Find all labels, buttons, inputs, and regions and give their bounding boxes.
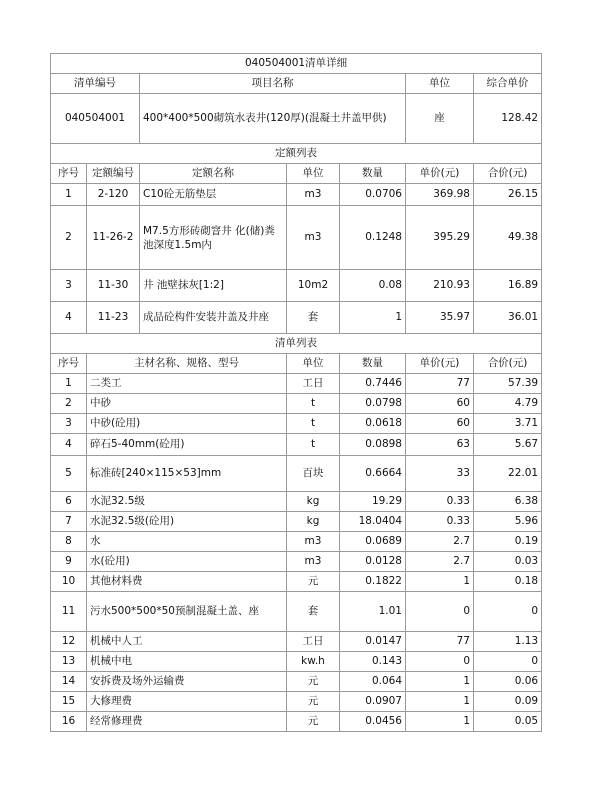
material-row bbox=[51, 394, 542, 414]
quota-total: 36.01 bbox=[474, 302, 542, 334]
material-row bbox=[51, 456, 542, 492]
material-name: 安拆费及场外运输费 bbox=[87, 672, 287, 692]
material-qty: 0.143 bbox=[340, 652, 406, 672]
material-seq: 9 bbox=[51, 552, 87, 572]
material-name: 水(砼用) bbox=[87, 552, 287, 572]
quota-seq-header: 序号 bbox=[51, 164, 87, 184]
quota-price: 395.29 bbox=[406, 206, 474, 270]
material-unit: m3 bbox=[287, 532, 340, 552]
material-price: 0.33 bbox=[406, 492, 474, 512]
quota-unit-header: 单位 bbox=[287, 164, 340, 184]
material-name: 二类工 bbox=[87, 374, 287, 394]
material-price: 60 bbox=[406, 394, 474, 414]
material-total: 0.06 bbox=[474, 672, 542, 692]
material-qty: 18.0404 bbox=[340, 512, 406, 532]
quota-unit: m3 bbox=[287, 206, 340, 270]
quota-header-row bbox=[51, 164, 542, 184]
material-name: 标准砖[240×115×53]mm bbox=[87, 456, 287, 492]
quota-row bbox=[51, 206, 542, 270]
material-row bbox=[51, 652, 542, 672]
bill-row bbox=[51, 94, 542, 144]
material-qty: 0.0898 bbox=[340, 434, 406, 456]
material-unit: t bbox=[287, 394, 340, 414]
material-total: 0.19 bbox=[474, 532, 542, 552]
material-price: 63 bbox=[406, 434, 474, 456]
quota-unit: 10m2 bbox=[287, 270, 340, 302]
material-qty: 1.01 bbox=[340, 592, 406, 632]
material-qty: 0.0147 bbox=[340, 632, 406, 652]
material-seq: 13 bbox=[51, 652, 87, 672]
material-row bbox=[51, 414, 542, 434]
bill-header-row bbox=[51, 74, 542, 94]
material-qty-header: 数量 bbox=[340, 354, 406, 374]
quota-seq: 1 bbox=[51, 184, 87, 206]
material-name: 经常修理费 bbox=[87, 712, 287, 732]
material-header-row bbox=[51, 354, 542, 374]
material-qty: 19.29 bbox=[340, 492, 406, 512]
quota-qty: 1 bbox=[340, 302, 406, 334]
material-row bbox=[51, 572, 542, 592]
material-qty: 0.0798 bbox=[340, 394, 406, 414]
quota-code: 11-26-2 bbox=[87, 206, 140, 270]
quota-name: 井 池壁抹灰[1:2] bbox=[140, 270, 287, 302]
material-qty: 0.7446 bbox=[340, 374, 406, 394]
material-unit: 元 bbox=[287, 712, 340, 732]
material-qty: 0.6664 bbox=[340, 456, 406, 492]
material-unit: 套 bbox=[287, 592, 340, 632]
material-name: 污水500*500*50预制混凝土盖、座 bbox=[87, 592, 287, 632]
bill-name: 400*400*500砌筑水表井(120厚)(混凝土井盖甲供) bbox=[140, 94, 406, 144]
quota-total: 16.89 bbox=[474, 270, 542, 302]
material-unit: kw.h bbox=[287, 652, 340, 672]
quota-qty: 0.0706 bbox=[340, 184, 406, 206]
material-total: 3.71 bbox=[474, 414, 542, 434]
quota-qty: 0.1248 bbox=[340, 206, 406, 270]
material-seq: 4 bbox=[51, 434, 87, 456]
quota-code: 11-30 bbox=[87, 270, 140, 302]
material-total: 5.96 bbox=[474, 512, 542, 532]
bill-name-header: 项目名称 bbox=[140, 74, 406, 94]
material-price: 1 bbox=[406, 692, 474, 712]
material-total: 0.03 bbox=[474, 552, 542, 572]
material-unit: 工日 bbox=[287, 632, 340, 652]
material-seq: 3 bbox=[51, 414, 87, 434]
quota-name: M7.5方形砖砌窨井 化(储)粪池深度1.5m内 bbox=[140, 206, 287, 270]
material-row bbox=[51, 552, 542, 572]
material-price: 60 bbox=[406, 414, 474, 434]
material-total: 6.38 bbox=[474, 492, 542, 512]
material-row bbox=[51, 532, 542, 552]
quota-seq: 2 bbox=[51, 206, 87, 270]
quota-unit: m3 bbox=[287, 184, 340, 206]
material-name: 机械中电 bbox=[87, 652, 287, 672]
material-price: 1 bbox=[406, 672, 474, 692]
quota-seq: 4 bbox=[51, 302, 87, 334]
quota-qty-header: 数量 bbox=[340, 164, 406, 184]
material-unit: 百块 bbox=[287, 456, 340, 492]
material-name: 水 bbox=[87, 532, 287, 552]
material-seq: 10 bbox=[51, 572, 87, 592]
quota-section-title: 定额列表 bbox=[51, 144, 542, 164]
quota-code: 11-23 bbox=[87, 302, 140, 334]
material-seq: 6 bbox=[51, 492, 87, 512]
quota-name: C10砼无筋垫层 bbox=[140, 184, 287, 206]
material-unit: 元 bbox=[287, 692, 340, 712]
quota-name-header: 定额名称 bbox=[140, 164, 287, 184]
material-total: 1.13 bbox=[474, 632, 542, 652]
material-row bbox=[51, 492, 542, 512]
bill-code: 040504001 bbox=[51, 94, 140, 144]
material-seq: 15 bbox=[51, 692, 87, 712]
material-qty: 0.1822 bbox=[340, 572, 406, 592]
material-unit: 元 bbox=[287, 672, 340, 692]
material-row bbox=[51, 672, 542, 692]
material-seq: 1 bbox=[51, 374, 87, 394]
material-seq: 2 bbox=[51, 394, 87, 414]
material-unit: 工日 bbox=[287, 374, 340, 394]
material-total: 0.09 bbox=[474, 692, 542, 712]
material-total-header: 合价(元) bbox=[474, 354, 542, 374]
material-row bbox=[51, 374, 542, 394]
material-unit: kg bbox=[287, 492, 340, 512]
material-row bbox=[51, 632, 542, 652]
material-seq: 7 bbox=[51, 512, 87, 532]
material-unit: m3 bbox=[287, 552, 340, 572]
bill-code-header: 清单编号 bbox=[51, 74, 140, 94]
material-total: 0 bbox=[474, 652, 542, 672]
table-title: 040504001清单详细 bbox=[51, 54, 542, 74]
material-price: 77 bbox=[406, 632, 474, 652]
material-price: 33 bbox=[406, 456, 474, 492]
material-seq-header: 序号 bbox=[51, 354, 87, 374]
material-total: 22.01 bbox=[474, 456, 542, 492]
bill-unit-header: 单位 bbox=[406, 74, 474, 94]
material-unit: 元 bbox=[287, 572, 340, 592]
material-row bbox=[51, 692, 542, 712]
material-qty: 0.064 bbox=[340, 672, 406, 692]
material-name: 机械中人工 bbox=[87, 632, 287, 652]
bill-price-header: 综合单价 bbox=[474, 74, 542, 94]
material-seq: 11 bbox=[51, 592, 87, 632]
material-name: 水泥32.5级(砼用) bbox=[87, 512, 287, 532]
material-unit-header: 单位 bbox=[287, 354, 340, 374]
quota-total: 49.38 bbox=[474, 206, 542, 270]
material-name: 水泥32.5级 bbox=[87, 492, 287, 512]
material-price: 2.7 bbox=[406, 532, 474, 552]
quota-price: 35.97 bbox=[406, 302, 474, 334]
material-row bbox=[51, 512, 542, 532]
quota-unit: 套 bbox=[287, 302, 340, 334]
material-seq: 12 bbox=[51, 632, 87, 652]
material-price: 1 bbox=[406, 572, 474, 592]
material-price: 77 bbox=[406, 374, 474, 394]
material-price: 2.7 bbox=[406, 552, 474, 572]
material-name: 中砂(砼用) bbox=[87, 414, 287, 434]
quota-price: 210.93 bbox=[406, 270, 474, 302]
material-price: 1 bbox=[406, 712, 474, 732]
bill-detail-table bbox=[50, 53, 542, 732]
quota-qty: 0.08 bbox=[340, 270, 406, 302]
material-qty: 0.0907 bbox=[340, 692, 406, 712]
material-name: 其他材料费 bbox=[87, 572, 287, 592]
material-seq: 16 bbox=[51, 712, 87, 732]
quota-row bbox=[51, 270, 542, 302]
material-price: 0 bbox=[406, 652, 474, 672]
material-qty: 0.0618 bbox=[340, 414, 406, 434]
material-row bbox=[51, 712, 542, 732]
quota-seq: 3 bbox=[51, 270, 87, 302]
quota-price: 369.98 bbox=[406, 184, 474, 206]
material-seq: 14 bbox=[51, 672, 87, 692]
material-unit: t bbox=[287, 434, 340, 456]
material-total: 0 bbox=[474, 592, 542, 632]
material-seq: 5 bbox=[51, 456, 87, 492]
material-name: 中砂 bbox=[87, 394, 287, 414]
material-price-header: 单价(元) bbox=[406, 354, 474, 374]
quota-name: 成品砼构件安装井盖及井座 bbox=[140, 302, 287, 334]
quota-row bbox=[51, 302, 542, 334]
material-qty: 0.0689 bbox=[340, 532, 406, 552]
material-name: 碎石5-40mm(砼用) bbox=[87, 434, 287, 456]
material-seq: 8 bbox=[51, 532, 87, 552]
material-price: 0 bbox=[406, 592, 474, 632]
material-section-title: 清单列表 bbox=[51, 334, 542, 354]
quota-code-header: 定额编号 bbox=[87, 164, 140, 184]
quota-price-header: 单价(元) bbox=[406, 164, 474, 184]
material-qty: 0.0128 bbox=[340, 552, 406, 572]
material-row bbox=[51, 434, 542, 456]
material-name: 大修理费 bbox=[87, 692, 287, 712]
bill-unit: 座 bbox=[406, 94, 474, 144]
bill-price: 128.42 bbox=[474, 94, 542, 144]
material-price: 0.33 bbox=[406, 512, 474, 532]
material-row bbox=[51, 592, 542, 632]
material-total: 57.39 bbox=[474, 374, 542, 394]
material-unit: t bbox=[287, 414, 340, 434]
material-total: 4.79 bbox=[474, 394, 542, 414]
quota-total: 26.15 bbox=[474, 184, 542, 206]
material-qty: 0.0456 bbox=[340, 712, 406, 732]
quota-row bbox=[51, 184, 542, 206]
material-name-header: 主材名称、规格、型号 bbox=[87, 354, 287, 374]
material-total: 0.05 bbox=[474, 712, 542, 732]
material-total: 0.18 bbox=[474, 572, 542, 592]
material-total: 5.67 bbox=[474, 434, 542, 456]
material-unit: kg bbox=[287, 512, 340, 532]
quota-code: 2-120 bbox=[87, 184, 140, 206]
quota-total-header: 合价(元) bbox=[474, 164, 542, 184]
